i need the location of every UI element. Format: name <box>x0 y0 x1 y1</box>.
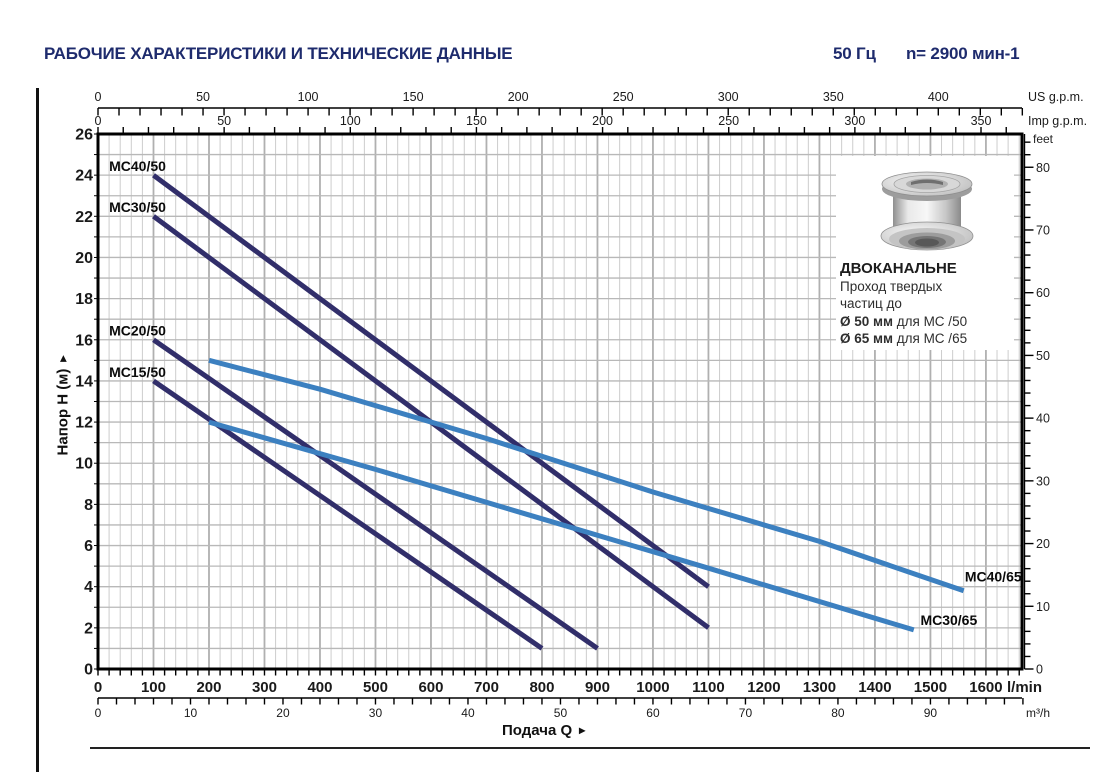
svg-text:4: 4 <box>84 579 93 597</box>
svg-text:l/min: l/min <box>1007 679 1043 696</box>
svg-text:50: 50 <box>217 114 232 128</box>
axis-head-feet <box>1025 132 1054 677</box>
svg-text:MC30/65: MC30/65 <box>920 611 978 628</box>
svg-text:26: 26 <box>75 126 93 144</box>
speed-label: n= 2900 мин-1 <box>906 44 1020 63</box>
svg-text:150: 150 <box>402 90 424 104</box>
svg-text:0: 0 <box>94 114 102 128</box>
svg-text:30: 30 <box>1036 474 1050 489</box>
svg-text:10: 10 <box>183 706 198 720</box>
svg-text:500: 500 <box>362 679 388 696</box>
svg-text:0: 0 <box>94 90 102 104</box>
svg-text:10: 10 <box>75 455 93 473</box>
info-heading: ДВОКАНАЛЬНЕ <box>840 260 957 277</box>
svg-text:16: 16 <box>75 332 93 350</box>
svg-text:10: 10 <box>1036 599 1050 614</box>
svg-text:MC20/50: MC20/50 <box>109 322 166 339</box>
svg-text:MC15/50: MC15/50 <box>109 363 166 380</box>
svg-text:700: 700 <box>473 679 499 696</box>
svg-text:22: 22 <box>75 208 93 226</box>
svg-text:100: 100 <box>140 679 167 696</box>
svg-text:1000: 1000 <box>636 679 670 696</box>
svg-text:50: 50 <box>553 706 568 720</box>
svg-text:600: 600 <box>418 679 444 696</box>
svg-text:18: 18 <box>75 291 93 309</box>
svg-text:900: 900 <box>584 679 610 696</box>
svg-text:MC40/65: MC40/65 <box>964 568 1022 585</box>
svg-text:100: 100 <box>297 90 319 104</box>
svg-text:30: 30 <box>368 706 383 720</box>
info-line-d65: Ø 65 мм для MC /65 <box>840 331 968 346</box>
svg-text:feet: feet <box>1033 132 1054 146</box>
svg-text:200: 200 <box>196 679 222 696</box>
svg-text:80: 80 <box>1036 160 1050 175</box>
svg-text:0: 0 <box>1036 662 1043 677</box>
svg-text:20: 20 <box>75 249 93 267</box>
svg-text:0: 0 <box>93 679 103 696</box>
svg-text:2: 2 <box>84 620 93 638</box>
svg-text:20: 20 <box>276 706 290 720</box>
up-arrow-icon: ▸ <box>55 355 70 362</box>
svg-text:0: 0 <box>94 706 102 720</box>
axis-us-g-p-m- <box>95 90 1084 116</box>
svg-text:14: 14 <box>75 373 93 391</box>
svg-text:50: 50 <box>1036 348 1050 363</box>
y-axis-title: Напор H (м)▸ <box>54 355 72 456</box>
svg-text:70: 70 <box>738 706 753 720</box>
impeller-photo <box>868 170 986 260</box>
svg-text:MC30/50: MC30/50 <box>109 199 166 216</box>
svg-text:350: 350 <box>822 90 844 104</box>
page-title: РАБОЧИЕ ХАРАКТЕРИСТИКИ И ТЕХНИЧЕСКИЕ ДАННЫЕ <box>44 44 513 63</box>
svg-text:150: 150 <box>466 114 487 128</box>
svg-text:50: 50 <box>196 90 210 104</box>
svg-text:1200: 1200 <box>747 679 781 696</box>
solids-passage-info-box <box>836 156 1014 350</box>
axis-l-min <box>94 669 1042 696</box>
svg-text:12: 12 <box>75 414 93 432</box>
svg-text:1500: 1500 <box>913 679 948 696</box>
info-line-1: Проход твердых <box>840 278 943 294</box>
svg-text:350: 350 <box>970 114 992 128</box>
axis-imp-g-p-m- <box>95 114 1088 134</box>
svg-text:400: 400 <box>927 90 949 104</box>
svg-text:40: 40 <box>1036 411 1050 426</box>
x-axis-title: Подача Q ▸ <box>502 722 586 739</box>
solids-passage-text <box>840 260 967 348</box>
svg-text:800: 800 <box>529 679 555 696</box>
svg-text:m³/h: m³/h <box>1026 706 1050 720</box>
svg-text:1600: 1600 <box>969 679 1003 696</box>
info-line-d50: Ø 50 мм для MC /50 <box>840 313 968 329</box>
svg-text:24: 24 <box>75 167 93 185</box>
svg-text:MC40/50: MC40/50 <box>109 158 166 175</box>
svg-text:20: 20 <box>1036 537 1050 552</box>
svg-text:8: 8 <box>84 496 93 514</box>
svg-text:1400: 1400 <box>858 679 892 696</box>
svg-text:6: 6 <box>84 538 93 556</box>
svg-text:100: 100 <box>339 114 361 128</box>
svg-text:US g.p.m.: US g.p.m. <box>1028 90 1084 104</box>
svg-text:0: 0 <box>84 661 93 679</box>
svg-text:250: 250 <box>612 90 634 104</box>
svg-text:60: 60 <box>1036 286 1050 301</box>
svg-text:90: 90 <box>923 706 938 720</box>
svg-text:300: 300 <box>844 114 866 128</box>
axis-m-h <box>95 698 1050 720</box>
svg-text:200: 200 <box>592 114 614 128</box>
svg-text:250: 250 <box>718 114 740 128</box>
svg-text:80: 80 <box>831 706 845 720</box>
frequency-label: 50 Гц <box>833 44 876 63</box>
svg-text:40: 40 <box>461 706 475 720</box>
right-arrow-icon: ▸ <box>579 723 586 737</box>
svg-text:60: 60 <box>646 706 660 720</box>
svg-text:70: 70 <box>1036 223 1050 238</box>
svg-text:200: 200 <box>507 90 529 104</box>
svg-text:400: 400 <box>307 679 333 696</box>
svg-text:1100: 1100 <box>692 679 725 696</box>
info-line-2: частиц до <box>840 296 902 311</box>
svg-text:1300: 1300 <box>802 679 837 696</box>
axis-head-- <box>75 127 98 679</box>
svg-text:300: 300 <box>251 679 278 696</box>
svg-text:Imp g.p.m.: Imp g.p.m. <box>1028 114 1088 128</box>
svg-text:300: 300 <box>717 90 739 104</box>
